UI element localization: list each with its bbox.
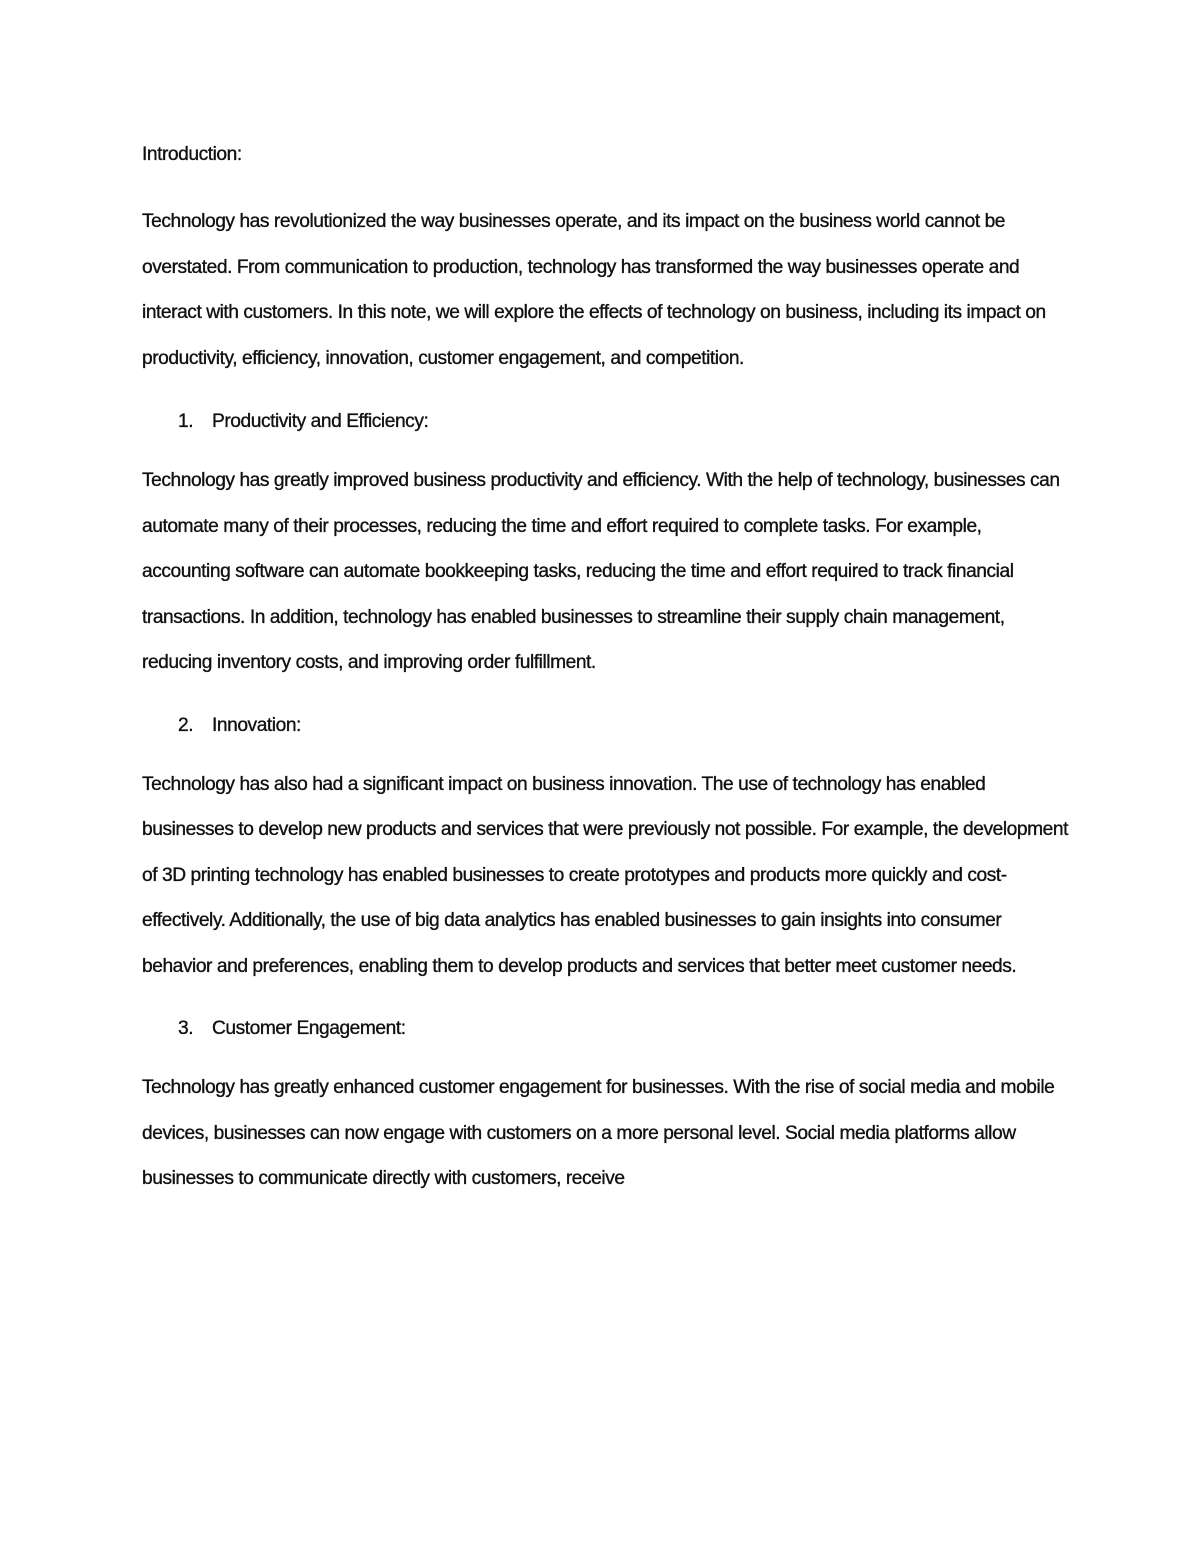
- section-heading: [142, 710, 1072, 742]
- list-number: 1.: [178, 411, 194, 432]
- section-title: Innovation:: [212, 714, 301, 736]
- section-productivity: [142, 406, 1072, 686]
- section-innovation: [142, 710, 1072, 990]
- section-paragraph: Technology has also had a significant impact on business innovation. The use of technology has enabled businesses to develop new products and services that were previously not possible. For example, the development of 3D printing technology has enabled businesses to create prototypes and products more quickly and cost-effectively. Additionally, the use of big data analytics has enabled businesses to gain insights into consumer behavior and preferences, enabling them to develop products and services that better meet customer needs.: [142, 773, 1068, 977]
- section-paragraph: Technology has greatly enhanced customer engagement for businesses. With the rise of social media and mobile devices, businesses can now engage with customers on a more personal level. Social media platforms allow businesses to communicate directly with customers, receive: [142, 1077, 1055, 1189]
- section-heading: [142, 1013, 1072, 1045]
- intro-paragraph: Technology has revolutionized the way businesses operate, and its impact on the business world cannot be overstated. From communication to production, technology has transformed the way businesses operate and interact with customers. In this note, we will explore the effects of technology on business, including its impact on productivity, efficiency, innovation, customer engagement, and competition.: [142, 211, 1046, 369]
- list-number: 2.: [178, 714, 194, 736]
- intro-heading: Introduction:: [142, 144, 242, 165]
- section-title: Productivity and Efficiency:: [212, 411, 429, 432]
- document-body: [142, 139, 1072, 1226]
- section-customer-engagement: [142, 1013, 1072, 1202]
- section-title: Customer Engagement:: [212, 1018, 406, 1039]
- section-heading: [142, 406, 1072, 438]
- section-paragraph: Technology has greatly improved business productivity and efficiency. With the help of technology, businesses can automate many of their processes, reducing the time and effort required to complete tasks. For example, accounting software can automate bookkeeping tasks, reducing the time and effort required to track financial transactions. In addition, technology has enabled businesses to streamline their supply chain management, reducing inventory costs, and improving order fulfillment.: [142, 470, 1060, 673]
- list-number: 3.: [178, 1018, 194, 1039]
